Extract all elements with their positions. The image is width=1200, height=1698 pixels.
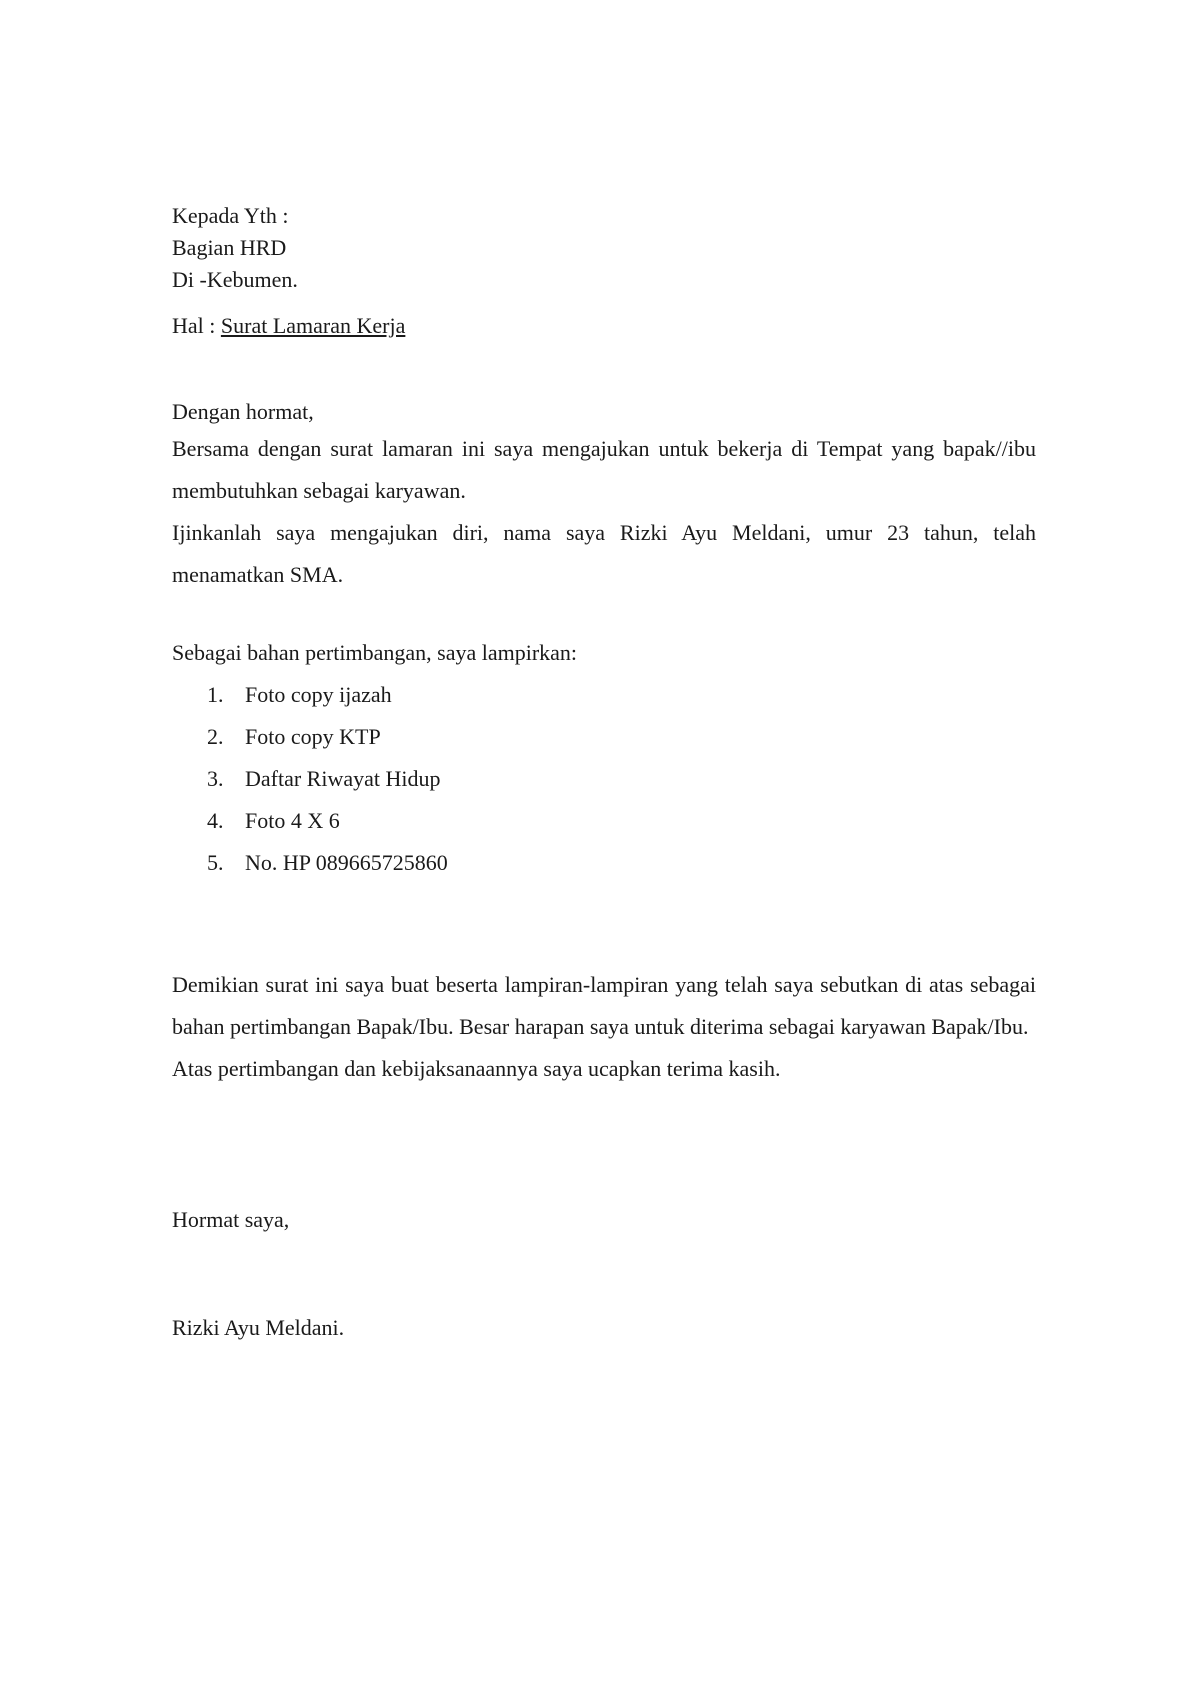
list-item [172, 716, 1036, 758]
attachments-list [172, 674, 1036, 884]
subject-label: Hal : [172, 313, 221, 338]
recipient-block [172, 200, 1036, 296]
list-item [172, 800, 1036, 842]
list-item-text: Foto copy ijazah [245, 682, 392, 707]
subject-line [172, 310, 1036, 342]
list-item-number: 3. [207, 766, 224, 791]
paragraph-application: Bersama dengan surat lamaran ini saya mengajukan untuk bekerja di Tempat yang bapak//ibu membutuhkan sebagai karyawan. [172, 436, 1036, 503]
list-item-text: No. HP 089665725860 [245, 850, 448, 875]
list-item [172, 674, 1036, 716]
list-item-text: Foto 4 X 6 [245, 808, 340, 833]
attachments-intro: Sebagai bahan pertimbangan, saya lampirkan: [172, 640, 578, 665]
list-item-number: 2. [207, 724, 224, 749]
salutation: Dengan hormat, [172, 399, 314, 424]
list-item-text: Foto copy KTP [245, 724, 381, 749]
recipient-line-2: Bagian HRD [172, 235, 287, 260]
signature-name: Rizki Ayu Meldani. [172, 1315, 345, 1340]
list-item [172, 758, 1036, 800]
letter-content [172, 200, 1036, 1344]
list-item [172, 842, 1036, 884]
paragraph-closing: Demikian surat ini saya buat beserta lampiran-lampiran yang telah saya sebutkan di atas sebagai bahan pertimbangan Bapak/Ibu. Besar harapan saya untuk diterima sebagai karyawan Bapak/Ibu. [172, 972, 1036, 1039]
list-item-number: 4. [207, 808, 224, 833]
list-item-number: 5. [207, 850, 224, 875]
recipient-line-3: Di -Kebumen. [172, 267, 298, 292]
subject-value: Surat Lamaran Kerja [220, 313, 406, 338]
signoff: Hormat saya, [172, 1207, 290, 1232]
recipient-line-1: Kepada Yth : [172, 203, 289, 228]
paragraph-introduction: Ijinkanlah saya mengajukan diri, nama saya Rizki Ayu Meldani, umur 23 tahun, telah menamatkan SMA. [172, 520, 1036, 587]
list-item-text: Daftar Riwayat Hidup [245, 766, 441, 791]
list-item-number: 1. [207, 682, 224, 707]
paragraph-thanks: Atas pertimbangan dan kebijaksanaannya saya ucapkan terima kasih. [172, 1056, 781, 1081]
